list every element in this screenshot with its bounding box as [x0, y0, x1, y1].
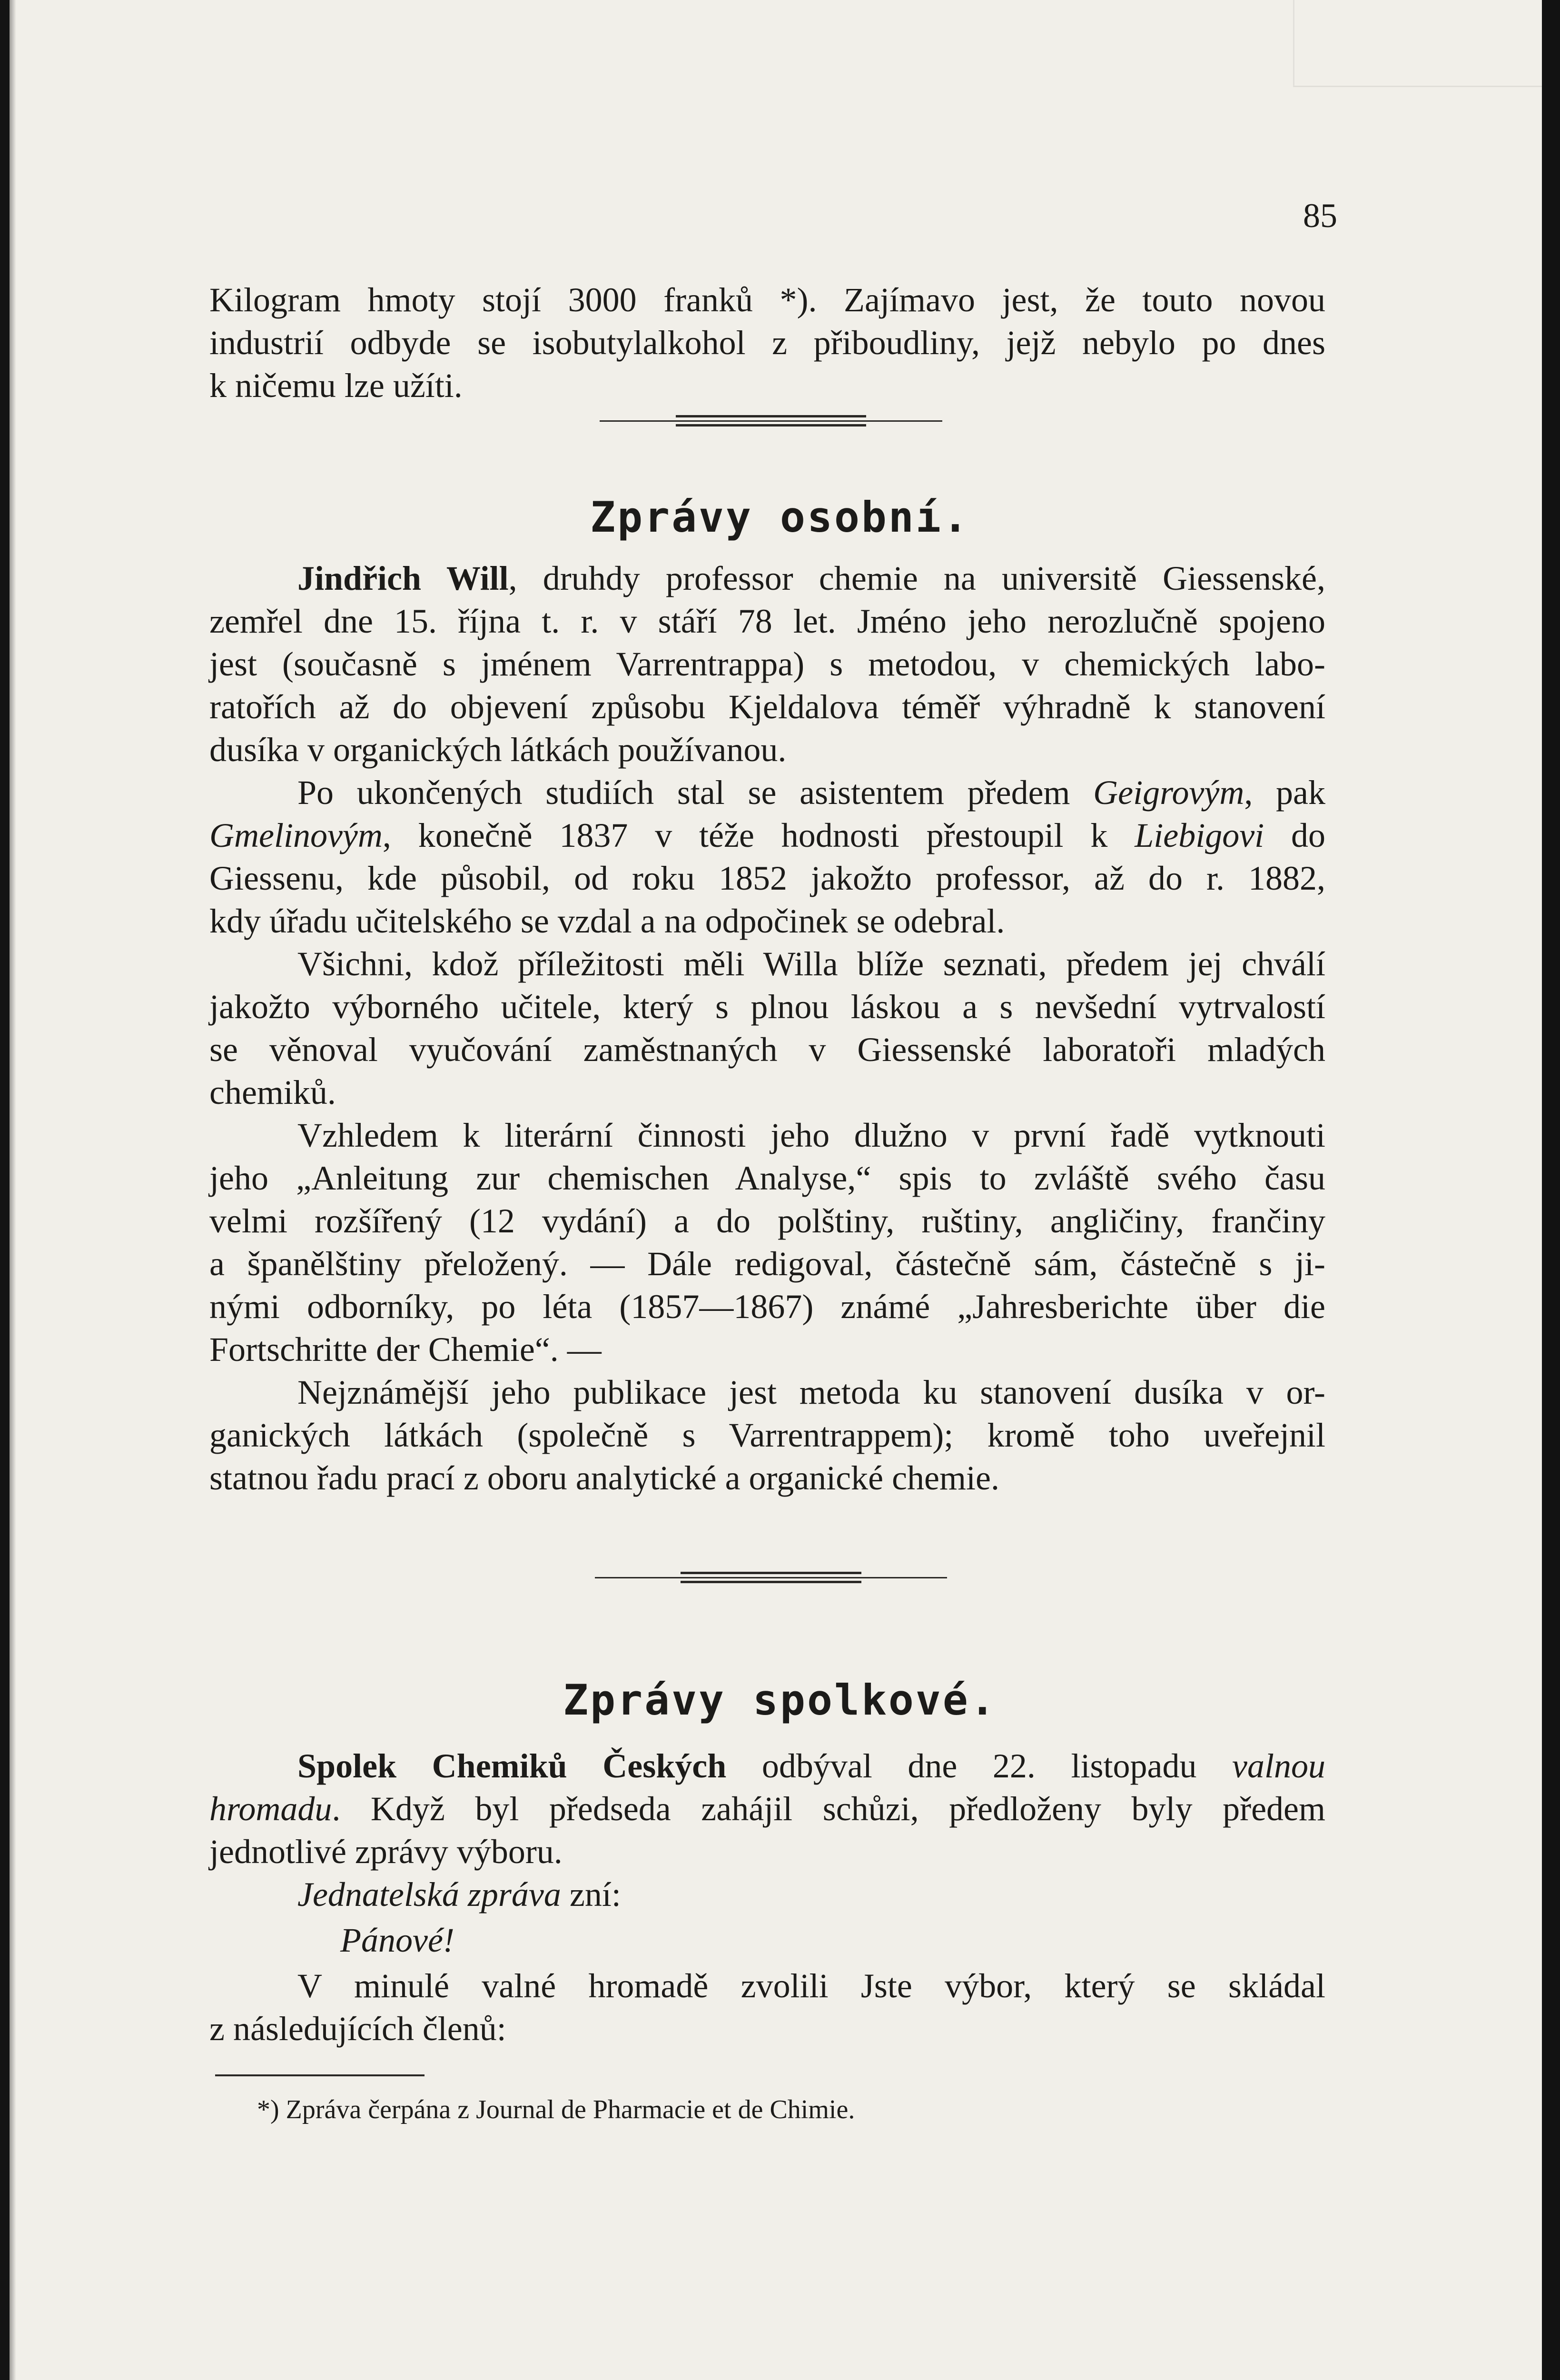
ornamental-rule	[600, 415, 942, 427]
text-line	[209, 814, 1325, 857]
text-line: dusíka v organických látkách používanou.	[209, 731, 787, 769]
text-span: Po ukončených studiích stal se asistentem předem	[297, 774, 1094, 812]
italic-name: Gmelinovým	[209, 816, 383, 854]
text-line	[209, 1873, 1325, 1916]
intro-line: Kilogram hmoty stojí 3000 franků *). Zajímavo jest, že touto novou	[209, 281, 1325, 319]
text-span: zní:	[561, 1875, 621, 1914]
text-line: jakožto výborného učitele, který s plnou láskou a s nevšední vytrvalostí	[209, 988, 1325, 1026]
ornamental-rule	[595, 1572, 947, 1584]
society-news-body	[209, 1745, 1325, 2050]
scan-shadow	[1293, 0, 1542, 87]
text-line	[209, 557, 1325, 600]
text-line: velmi rozšířený (12 vydání) a do polštiny, ruštiny, angličiny, frančiny	[209, 1202, 1325, 1240]
text-span: do	[1264, 816, 1325, 854]
text-line	[209, 1787, 1325, 1830]
footnote: *) Zpráva čerpána z Journal de Pharmacie et de Chimie.	[257, 2095, 855, 2124]
text-line: kdy úřadu učitelského se vzdal a na odpočinek se odebral.	[209, 902, 1005, 940]
page-number: 85	[1303, 197, 1337, 235]
section-heading-society: Zprávy spolkové.	[563, 1676, 997, 1725]
text-line: jednotlivé zprávy výboru.	[209, 1833, 563, 1871]
section-heading-personal: Zprávy osobní.	[590, 493, 970, 542]
italic-text: hromadu	[209, 1790, 332, 1828]
italic-text: valnou	[1232, 1747, 1326, 1785]
italic-text: Pánové!	[340, 1921, 454, 1959]
scan-edge-right	[1542, 0, 1560, 2380]
text-line: ratořích až do objevení způsobu Kjeldalova téměř výhradně k stanovení	[209, 688, 1325, 726]
person-name: Jindřich Will	[297, 559, 509, 597]
intro-line: industrií odbyde se isobutylalkohol z přiboudliny, jejž nebylo po dnes	[209, 324, 1325, 362]
text-line: Vzhledem k literární činnosti jeho dlužno v první řadě vytknouti	[297, 1116, 1325, 1154]
scan-edge-left	[0, 0, 10, 2380]
italic-name: Liebigovi	[1135, 816, 1264, 854]
footnote-rule	[215, 2074, 425, 2076]
text-span: , druhdy professor chemie na universitě Giessenské,	[508, 559, 1326, 597]
text-span: odbýval dne 22. listopadu	[726, 1747, 1233, 1785]
society-name: Spolek Chemiků Českých	[297, 1747, 727, 1785]
text-span: , konečně 1837 v téže hodnosti přestoupil k	[382, 816, 1135, 854]
text-span: , pak	[1244, 774, 1325, 812]
text-line: jeho „Anleitung zur chemischen Analyse,“ spis to zvláště svého času	[209, 1159, 1325, 1197]
text-line: ganických látkách (společně s Varrentrappem); kromě toho uveřejnil	[209, 1416, 1325, 1454]
text-line: chemiků.	[209, 1073, 336, 1111]
text-line	[209, 1745, 1325, 1787]
text-line: nými odborníky, po léta (1857—1867) známé „Jahresberichte über die	[209, 1288, 1325, 1326]
italic-name: Geigrovým	[1093, 774, 1244, 812]
personal-news-body	[209, 557, 1325, 1499]
italic-text: Jednatelská zpráva	[297, 1875, 561, 1914]
text-line: V minulé valné hromadě zvolili Jste výbor, který se skládal	[297, 1967, 1325, 2005]
text-line: Všichni, kdož příležitosti měli Willa blíže seznati, předem jej chválí	[297, 945, 1325, 983]
text-line: jest (současně s jménem Varrentrappa) s metodou, v chemických labo-	[209, 645, 1325, 683]
text-line: Giessenu, kde působil, od roku 1852 jakožto professor, až do r. 1882,	[209, 859, 1325, 897]
intro-line: k ničemu lze užíti.	[209, 367, 463, 405]
text-line: z následujících členů:	[209, 2010, 506, 2048]
text-line: Nejznámější jeho publikace jest metoda ku stanovení dusíka v or-	[297, 1373, 1325, 1411]
text-line	[209, 771, 1325, 814]
text-line: zemřel dne 15. října t. r. v stáří 78 let. Jméno jeho nerozlučně spojeno	[209, 602, 1325, 640]
greeting	[209, 1919, 1325, 1962]
text-span: . Když byl předseda zahájil schůzi, předloženy byly předem	[332, 1790, 1325, 1828]
intro-paragraph	[209, 278, 1325, 407]
text-line: Fortschritte der Chemie“. —	[209, 1330, 602, 1368]
text-line: statnou řadu prací z oboru analytické a organické chemie.	[209, 1459, 999, 1497]
text-line: a španělštiny přeložený. — Dále redigoval, částečně sám, částečně s ji-	[209, 1245, 1325, 1283]
text-line: se věnoval vyučování zaměstnaných v Giessenské laboratoři mladých	[209, 1031, 1325, 1069]
